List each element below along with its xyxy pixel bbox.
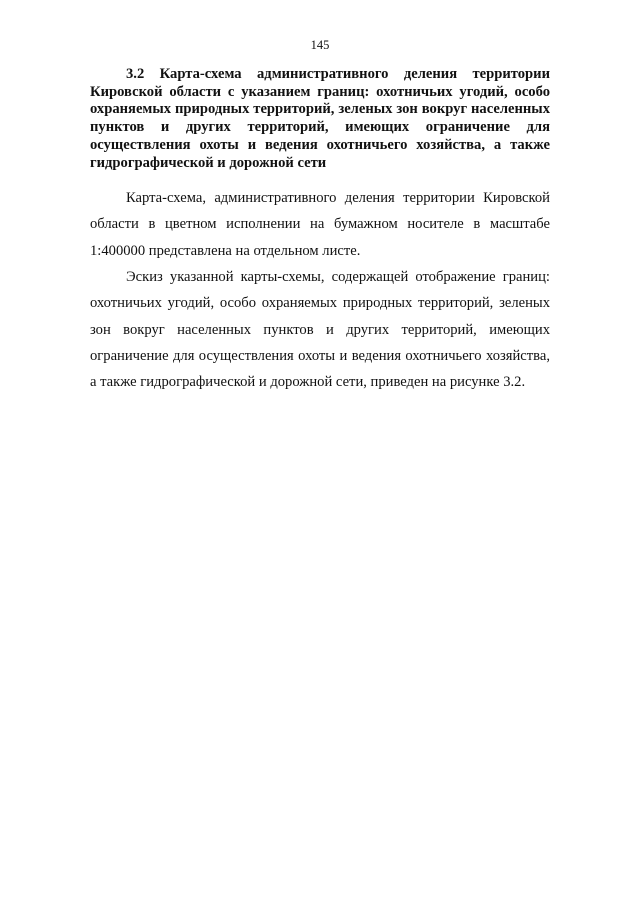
paragraph-sketch-reference: Эскиз указанной карты-схемы, содержащей отображение границ: охотничьих угодий, особо охраняемых природных территорий, зеленых зон вокруг населенных пунктов и других территорий, имеющих ограничение для осуществления охоты и ведения охотничьего хозяйства, а также гидрографической и дорожной сети, приведен на рисунке 3.2. [90, 269, 550, 391]
section-heading: 3.2 Карта-схема административного деления территории Кировской области с указанием границ: охотничьих угодий, особо охраняемых природных территорий, зеленых зон вокруг населенных пунктов и других территорий, имеющих ограничение для осуществления охоты и ведения охотничьего хозяйства, а также гидрографической и дорожной сети [90, 66, 550, 171]
page-number: 145 [310, 38, 330, 52]
paragraph-map-description: Карта-схема, административного деления территории Кировской области в цветном исполнении на бумажном носителе в масштабе 1:400000 представлена на отдельном листе. [90, 190, 550, 259]
